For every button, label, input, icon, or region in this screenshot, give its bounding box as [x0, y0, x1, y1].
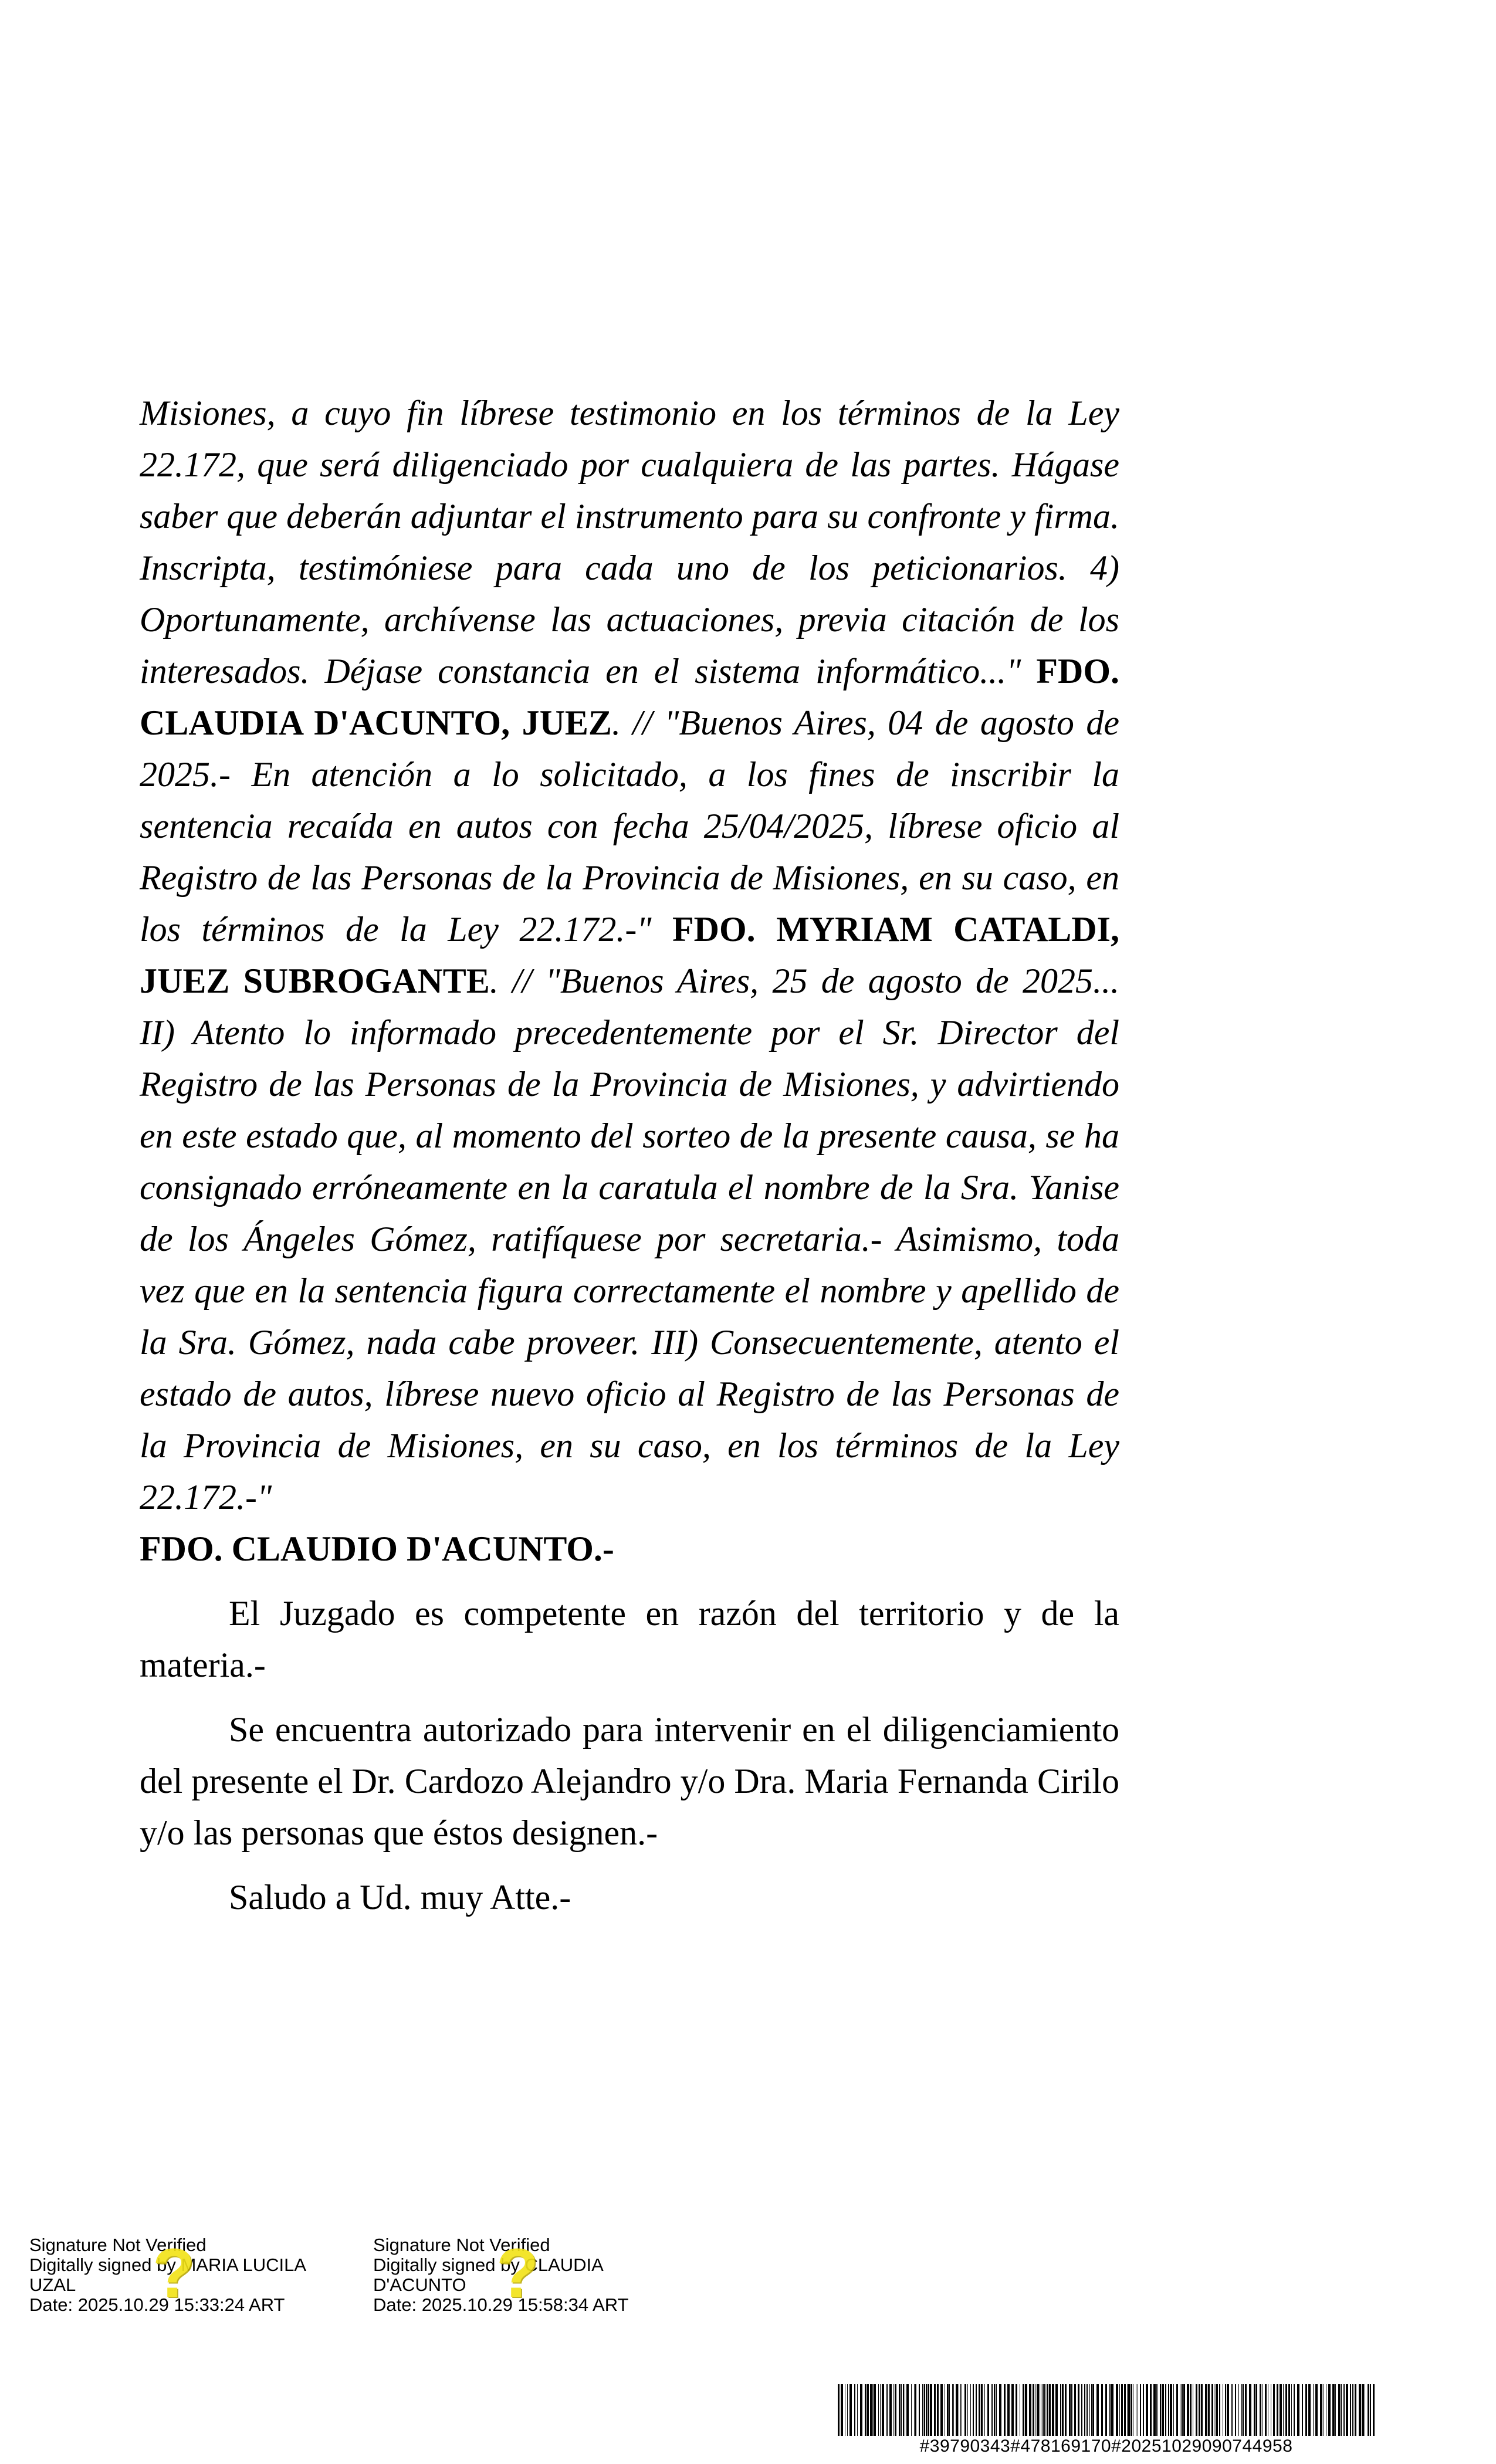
barcode-bar	[1153, 2384, 1156, 2436]
barcode-bar	[1052, 2384, 1054, 2436]
barcode-bar	[838, 2384, 840, 2436]
barcode-bar	[1060, 2384, 1061, 2436]
barcode-bar	[1023, 2384, 1024, 2436]
barcode-bar	[1265, 2384, 1267, 2436]
barcode-bar	[1071, 2384, 1072, 2436]
barcode-bar	[1305, 2384, 1307, 2436]
barcode-bar	[1373, 2384, 1375, 2436]
barcode-bar	[1181, 2384, 1182, 2436]
barcode-bar	[949, 2384, 950, 2436]
barcode-bar	[1089, 2384, 1090, 2436]
signature-date: Date: 2025.10.29 15:33:24 ART	[29, 2294, 285, 2315]
digital-signature-dacunto	[373, 2235, 702, 2315]
barcode-bar	[1352, 2384, 1353, 2436]
barcode-bar	[880, 2384, 881, 2436]
barcode-bar	[1091, 2384, 1092, 2436]
barcode-bar	[1341, 2384, 1342, 2436]
barcode-bar	[1255, 2384, 1257, 2436]
barcode-bar	[1109, 2384, 1111, 2436]
barcode-bar	[1143, 2384, 1144, 2436]
barcode-bar	[1165, 2384, 1166, 2436]
barcode-bar	[1176, 2384, 1178, 2436]
barcode-image	[838, 2384, 1375, 2436]
barcode-bar	[1260, 2384, 1261, 2436]
barcode-bar	[1016, 2384, 1017, 2436]
barcode-bar	[999, 2384, 1001, 2436]
barcode-bar	[857, 2384, 858, 2436]
barcode-bar	[1245, 2384, 1247, 2436]
barcode-bar	[1332, 2384, 1335, 2436]
barcode-bar	[1043, 2384, 1044, 2436]
barcode-bar	[1092, 2384, 1094, 2436]
barcode-bar	[1335, 2384, 1336, 2436]
barcode-bar	[1011, 2384, 1014, 2436]
barcode-bar	[865, 2384, 866, 2436]
barcode-bar	[1049, 2384, 1051, 2436]
barcode-bar	[1297, 2384, 1299, 2436]
barcode-bar	[1201, 2384, 1203, 2436]
barcode-bar	[947, 2384, 949, 2436]
barcode-bar	[1007, 2384, 1010, 2436]
judge-signature-1: FDO. CLAUDIA D'ACUNTO, JUEZ	[140, 652, 1120, 742]
barcode-bar	[1029, 2384, 1031, 2436]
barcode-bar	[1196, 2384, 1197, 2436]
barcode-bar	[924, 2384, 925, 2436]
barcode-bar	[847, 2384, 848, 2436]
barcode-bar	[960, 2384, 961, 2436]
quote-text-2: . // "Buenos Aires, 04 de agosto de 2025.- En atención a lo solicitado, a los fines de inscribir la sentencia recaída en autos con fecha 25/04/2025, líbrese oficio al Registro de las Personas de la Provincia de Misiones, en su caso, en los términos de la Ley 22.172.-"	[140, 703, 1119, 949]
signature-status: Signature Not Verified	[29, 2235, 207, 2255]
barcode-bar	[930, 2384, 932, 2436]
barcode-bar	[895, 2384, 896, 2436]
barcode-bar	[1084, 2384, 1085, 2436]
barcode-bar	[984, 2384, 985, 2436]
barcode-bar	[901, 2384, 902, 2436]
quoted-resolutions	[140, 387, 1119, 1575]
barcode-bar	[1078, 2384, 1079, 2436]
barcode-bar	[952, 2384, 953, 2436]
barcode-bar	[878, 2384, 879, 2436]
barcode-bar	[1243, 2384, 1244, 2436]
barcode-bar	[937, 2384, 939, 2436]
barcode-bar	[915, 2384, 916, 2436]
barcode-bar	[1241, 2384, 1243, 2436]
barcode-bar	[1350, 2384, 1351, 2436]
barcode-bar	[1087, 2384, 1088, 2436]
signature-signer-cont: D'ACUNTO	[373, 2275, 466, 2295]
barcode-bar	[973, 2384, 974, 2436]
barcode-bar	[899, 2384, 901, 2436]
barcode-bar	[1162, 2384, 1164, 2436]
barcode-bar	[1199, 2384, 1200, 2436]
barcode-bar	[1004, 2384, 1006, 2436]
barcode-bar	[1231, 2384, 1233, 2436]
barcode-bar	[867, 2384, 869, 2436]
signature-unverified-icon: ?	[153, 2235, 195, 2312]
barcode-bar	[1065, 2384, 1067, 2436]
barcode-bar	[1131, 2384, 1132, 2436]
barcode-bar	[1081, 2384, 1082, 2436]
barcode-bar	[841, 2384, 843, 2436]
barcode-bar	[1047, 2384, 1048, 2436]
barcode-bar	[1111, 2384, 1113, 2436]
barcode-bar	[872, 2384, 874, 2436]
barcode-bar	[1096, 2384, 1099, 2436]
barcode-bar	[1368, 2384, 1369, 2436]
barcode-bar	[987, 2384, 989, 2436]
barcode-bar	[1037, 2384, 1039, 2436]
digital-signature-uzal	[29, 2235, 358, 2315]
barcode-bar	[1168, 2384, 1169, 2436]
barcode-bar	[914, 2384, 915, 2436]
barcode-bar	[854, 2384, 855, 2436]
barcode-number: #39790343#478169170#20251029090744958	[919, 2436, 1293, 2456]
barcode-bar	[1062, 2384, 1064, 2436]
barcode-bar	[1074, 2384, 1076, 2436]
signature-date: Date: 2025.10.29 15:58:34 ART	[373, 2294, 629, 2315]
closing-paragraph: Saludo a Ud. muy Atte.-	[229, 1878, 571, 1917]
barcode-bar	[1343, 2384, 1345, 2436]
barcode-bar	[1170, 2384, 1172, 2436]
barcode-bar	[1190, 2384, 1192, 2436]
judge-signature-3: FDO. CLAUDIO D'ACUNTO.-	[140, 1529, 614, 1568]
barcode-bar	[1025, 2384, 1027, 2436]
barcode-bar	[1211, 2384, 1213, 2436]
barcode-bar	[1285, 2384, 1287, 2436]
barcode-bar	[1173, 2384, 1174, 2436]
barcode-bar	[981, 2384, 983, 2436]
barcode-bar	[870, 2384, 872, 2436]
barcode-bar	[1273, 2384, 1275, 2436]
barcode-bar	[1128, 2384, 1131, 2436]
signature-signer-cont: UZAL	[29, 2275, 76, 2295]
quote-text-1: Misiones, a cuyo fin líbrese testimonio en los términos de la Ley 22.172, que será diligenciado por cualquiera de las partes. Hágase saber que deberán adjuntar el instrumento para su confronte y firma. Inscripta, testimóniese para cada uno de los peticionarios. 4) Oportunamente, archívense las actuaciones, previa citación de los interesados. Déjase constancia en el sistema informático..."	[140, 394, 1119, 691]
barcode-bar	[1219, 2384, 1220, 2436]
barcode-bar	[964, 2384, 966, 2436]
barcode-bar	[849, 2384, 852, 2436]
barcode-bar	[970, 2384, 971, 2436]
barcode-bar	[1101, 2384, 1103, 2436]
signature-status: Signature Not Verified	[373, 2235, 550, 2255]
barcode-bar	[926, 2384, 927, 2436]
barcode-bar	[1355, 2384, 1356, 2436]
barcode-bar	[1308, 2384, 1311, 2436]
barcode-bar	[1280, 2384, 1282, 2436]
barcode-bar	[903, 2384, 904, 2436]
barcode-bar	[994, 2384, 995, 2436]
barcode-bar	[922, 2384, 923, 2436]
barcode-bar	[1205, 2384, 1207, 2436]
barcode-bar	[1055, 2384, 1058, 2436]
barcode-bar	[956, 2384, 958, 2436]
barcode-bar	[1346, 2384, 1348, 2436]
barcode-bar	[940, 2384, 943, 2436]
barcode-bar	[1283, 2384, 1284, 2436]
barcode-bar	[1288, 2384, 1290, 2436]
barcode-bar	[1225, 2384, 1226, 2436]
barcode-bar	[979, 2384, 980, 2436]
barcode-bar	[976, 2384, 977, 2436]
barcode-bar	[1315, 2384, 1318, 2436]
barcode-bar	[953, 2384, 954, 2436]
barcode-bar	[1119, 2384, 1120, 2436]
barcode-bar	[1359, 2384, 1361, 2436]
document-body	[140, 387, 1119, 1923]
barcode-bar	[919, 2384, 920, 2436]
barcode-bar	[1328, 2384, 1331, 2436]
barcode-bar	[911, 2384, 912, 2436]
barcode-bar	[1302, 2384, 1303, 2436]
barcode-bar	[882, 2384, 884, 2436]
barcode-bar	[1105, 2384, 1107, 2436]
barcode-bar	[1146, 2384, 1148, 2436]
competence-paragraph: El Juzgado es competente en razón del territorio y de la materia.-	[140, 1594, 1119, 1684]
barcode-bar	[1183, 2384, 1185, 2436]
barcode-bar	[1150, 2384, 1152, 2436]
signature-signer: Digitally signed by CLAUDIA	[373, 2255, 604, 2275]
authorized-paragraph: Se encuentra autorizado para intervenir en el diligenciamiento del presente el Dr. Cardozo Alejandro y/o Dra. Maria Fernanda Cirilo y/o las personas que éstos designen.-	[140, 1710, 1119, 1852]
barcode-bar	[860, 2384, 862, 2436]
barcode-bar	[1156, 2384, 1157, 2436]
barcode-bar	[1124, 2384, 1126, 2436]
barcode-bar	[1370, 2384, 1371, 2436]
barcode-bar	[906, 2384, 909, 2436]
barcode-bar	[1216, 2384, 1218, 2436]
barcode-bar	[886, 2384, 888, 2436]
barcode-bar	[1254, 2384, 1255, 2436]
barcode-bar	[1140, 2384, 1141, 2436]
barcode-bar	[1291, 2384, 1292, 2436]
barcode-bar	[1235, 2384, 1236, 2436]
signature-unverified-icon: ?	[496, 2235, 539, 2312]
barcode-bar	[1338, 2384, 1340, 2436]
barcode-bar	[1116, 2384, 1118, 2436]
barcode-bar	[1362, 2384, 1364, 2436]
barcode-bar	[1313, 2384, 1314, 2436]
barcode-bar	[874, 2384, 876, 2436]
barcode-bar	[889, 2384, 892, 2436]
barcode-bar	[1121, 2384, 1123, 2436]
barcode-bar	[996, 2384, 997, 2436]
barcode-bar	[1277, 2384, 1278, 2436]
signature-signer: Digitally signed by MARIA LUCILA	[29, 2255, 307, 2275]
barcode-bar	[1208, 2384, 1210, 2436]
barcode-bar	[1227, 2384, 1229, 2436]
barcode-bar	[928, 2384, 929, 2436]
barcode-bar	[967, 2384, 968, 2436]
barcode-bar	[934, 2384, 936, 2436]
barcode-bar	[1033, 2384, 1034, 2436]
barcode-bar	[991, 2384, 993, 2436]
barcode-bar	[1127, 2384, 1128, 2436]
barcode-bar	[1320, 2384, 1322, 2436]
barcode-bar	[1187, 2384, 1189, 2436]
barcode-bar	[1182, 2384, 1183, 2436]
barcode-bar	[1249, 2384, 1251, 2436]
barcode-bar	[1160, 2384, 1161, 2436]
barcode-bar	[1044, 2384, 1045, 2436]
barcode-bar	[1069, 2384, 1071, 2436]
quote-text-3: . // "Buenos Aires, 25 de agosto de 2025... II) Atento lo informado precedentemente por el Sr. Director del Registro de las Personas de la Provincia de Misiones, y advirtiendo en este estado que, al momento del sorteo de la presente causa, se ha consignado erróneamente en la caratula el nombre de la Sra. Yanise de los Ángeles Gómez, ratifíquese por secretaria.- Asimismo, toda vez que en la sentencia figura correctamente el nombre y apellido de la Sra. Gómez, nada cabe proveer. III) Consecuentemente, atento el estado de autos, líbrese nuevo oficio al Registro de las Personas de la Provincia de Misiones, en su caso, en los términos de la Ley 22.172.-"	[140, 962, 1119, 1517]
judge-signature-2: FDO. MYRIAM CATALDI, JUEZ SUBROGANTE	[140, 910, 1119, 1000]
barcode-bar	[1294, 2384, 1295, 2436]
barcode-bar	[1238, 2384, 1239, 2436]
